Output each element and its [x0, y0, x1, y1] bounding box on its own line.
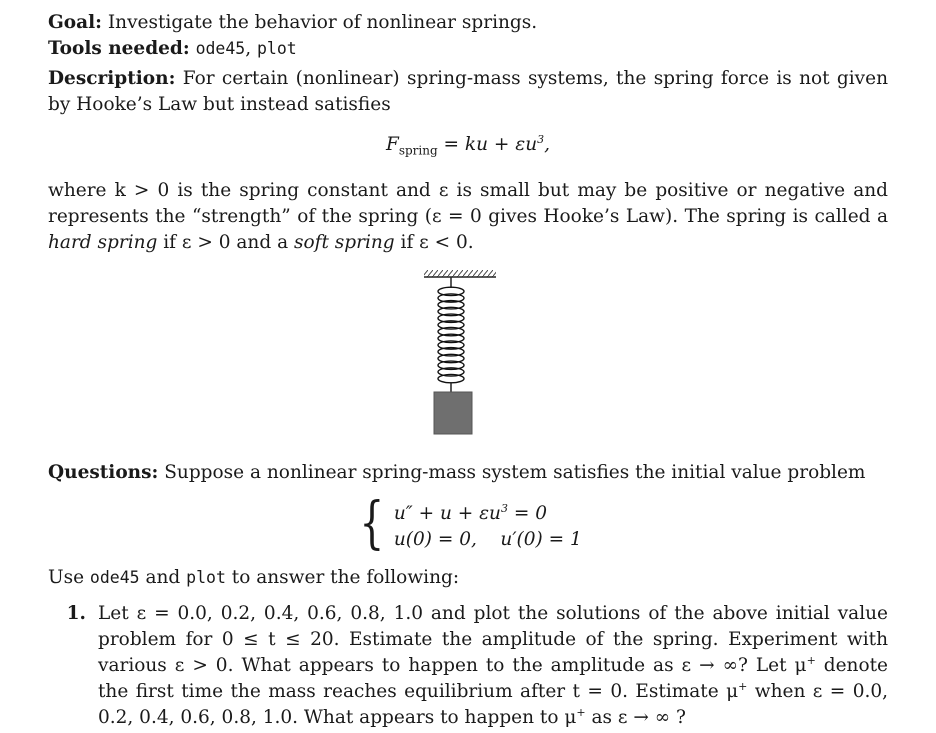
eq-exponent: 3	[537, 132, 545, 146]
tools-line	[48, 36, 888, 62]
left-brace: {	[359, 491, 385, 557]
soft-spring-term: soft spring	[293, 231, 395, 253]
ivp-ode	[394, 496, 582, 527]
eq-tail: ,	[544, 134, 551, 155]
item-part3: when ε = 0.0, 0.2, 0.4, 0.6, 0.8, 1.0. What appears to happen to μ	[98, 680, 888, 728]
tools-label: Tools needed:	[48, 38, 190, 59]
item-part4: as ε → ∞ ?	[585, 706, 686, 728]
goal-text: Investigate the behavior of nonlinear springs.	[107, 12, 538, 33]
use-mid: and	[139, 566, 187, 588]
item-text	[98, 601, 888, 731]
use-line	[48, 565, 888, 591]
description-text: For certain (nonlinear) spring-mass systems, the spring force is not given by Hooke’s Law but instead satisfies	[48, 68, 888, 115]
ivp-system	[48, 491, 888, 557]
tool-ode45: ode45	[195, 39, 246, 58]
questions-text: Suppose a nonlinear spring-mass system satisfies the initial value problem	[164, 461, 866, 483]
ode-rhs: = 0	[507, 502, 548, 524]
list-item	[48, 601, 888, 731]
para2-mid: if ε > 0 and a	[157, 231, 294, 253]
spring-mass-diagram	[48, 270, 888, 456]
use-plot: plot	[186, 567, 226, 587]
document-page	[48, 10, 888, 731]
description-paragraph	[48, 66, 888, 118]
use-ode45: ode45	[89, 567, 140, 587]
eq-rhs: = ku + εu	[437, 134, 538, 155]
spring-definition-paragraph	[48, 178, 888, 256]
question-list	[48, 601, 888, 731]
description-label: Description:	[48, 68, 176, 89]
use-pre: Use	[48, 566, 90, 588]
para2-main: where k > 0 is the spring constant and ε is small but may be positive or negative and represents the “strength” of the spring (ε = 0 gives Hooke’s Law). The spring is called a	[48, 179, 888, 227]
mass-block	[434, 392, 472, 434]
hard-spring-term: hard spring	[48, 231, 158, 253]
questions-paragraph	[48, 460, 888, 486]
item-part2: denote the first time the mass reaches equilibrium after t = 0. Estimate μ	[98, 654, 888, 702]
ceiling-hatch	[424, 270, 496, 277]
mu-plus-2: +	[738, 679, 748, 693]
goal-label: Goal:	[48, 12, 102, 33]
spring-coils	[438, 287, 464, 383]
ode-exponent: 3	[500, 501, 508, 515]
mu-plus-1: +	[806, 653, 816, 667]
ivp-rows	[394, 496, 582, 553]
use-post: to answer the following:	[225, 566, 460, 588]
ode-lhs: u″ + u + εu	[393, 502, 501, 524]
item-number: 1.	[66, 602, 86, 624]
tools-sep: ,	[245, 38, 257, 59]
goal-line	[48, 10, 888, 36]
eq-lhs: F	[385, 134, 399, 155]
spring-mass-figure	[48, 270, 888, 456]
ivp-initial-conditions: u(0) = 0, u′(0) = 1	[393, 528, 582, 550]
para2-end: if ε < 0.	[394, 231, 474, 253]
tool-plot: plot	[257, 39, 297, 58]
questions-label: Questions:	[48, 461, 159, 483]
eq-subscript: spring	[398, 143, 438, 158]
item-part1: Let ε = 0.0, 0.2, 0.4, 0.6, 0.8, 1.0 and plot the solutions of the above initial value problem for 0 ≤ t ≤ 20. Estimate the amplitude of the spring. Experiment with various ε > 0. What appears to happen to the amplitude as ε → ∞? Let μ	[98, 602, 888, 676]
spring-force-equation	[48, 132, 888, 164]
mu-plus-3: +	[576, 705, 586, 719]
